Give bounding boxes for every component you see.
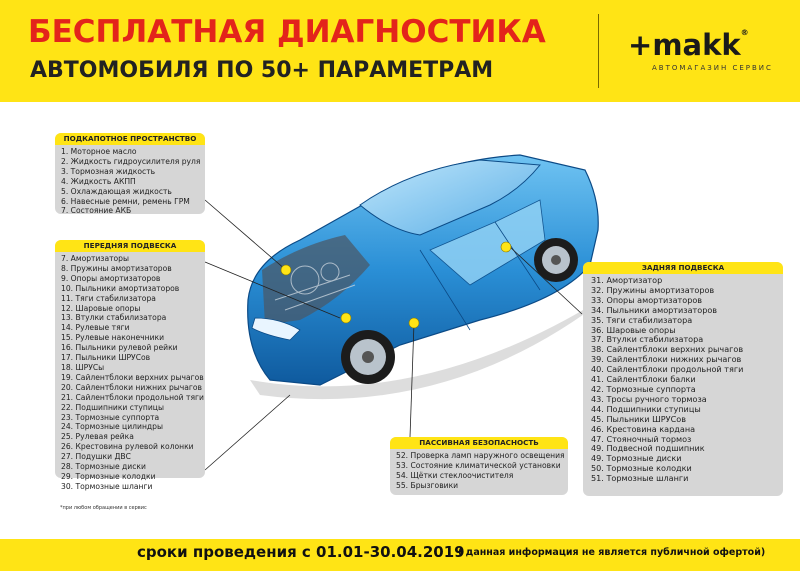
list-item: 2. Жидкость гидроусилителя руля (61, 156, 201, 166)
panel-rear-list (583, 276, 783, 484)
list-item: 7. Состояние АКБ (61, 206, 132, 216)
list-item: 53. Состояние климатической установки (396, 460, 561, 470)
list-item: 45. Пыльники ШРУСов (591, 413, 686, 424)
panel-front-suspension (55, 240, 205, 491)
list-item: 37. Втулки стабилизатора (591, 334, 704, 345)
list-item: 55. Брызговики (396, 480, 459, 490)
list-item: 38. Сайлентблоки верхних рычагов (591, 344, 744, 355)
list-item: 6. Навесные ремни, ремень ГРМ (61, 196, 190, 206)
list-item: 41. Сайлентблоки балки (591, 374, 696, 385)
panel-underhood (55, 133, 205, 214)
marker-rear (501, 242, 511, 252)
list-item: 14. Рулевые тяги (61, 323, 130, 333)
list-item: 49. Тормозные диски (591, 453, 682, 464)
list-item: 13. Втулки стабилизатора (61, 313, 167, 323)
list-item: 32. Пружины амортизаторов (591, 284, 715, 295)
list-item: 44. Подшипники ступицы (591, 403, 701, 414)
list-item: 3. Тормозная жидкость (61, 166, 156, 176)
list-item: 40. Сайлентблоки продольной тяги (591, 364, 744, 375)
list-item: 5. Охлаждающая жидкость (61, 186, 172, 196)
list-item: 24. Тормозные цилиндры (61, 422, 163, 432)
list-item: 54. Щётки стеклоочистителя (396, 470, 514, 480)
list-item: 11. Тяги стабилизатора (61, 293, 156, 303)
car-shape (248, 155, 610, 399)
list-item: 15. Рулевые наконечники (61, 333, 165, 343)
list-item: 20. Сайлентблоки нижних рычагов (61, 382, 203, 392)
list-item: 34. Пыльники амортизаторов (591, 304, 718, 315)
list-item: 21. Сайлентблоки продольной тяги (61, 392, 204, 402)
list-item: 46. Крестовина кардана (591, 423, 696, 434)
subtitle: АВТОМОБИЛЯ ПО 50+ ПАРАМЕТРАМ (30, 58, 494, 83)
panel-underhood-title: ПОДКАПОТНОЕ ПРОСТРАНСТВО (55, 133, 205, 145)
list-item: 30. Тормозные шланги (61, 481, 153, 491)
list-item: 43. Тросы ручного тормоза (591, 393, 707, 404)
list-item: 8. Пружины амортизаторов (61, 263, 172, 273)
list-item: 31. Амортизатор (591, 275, 663, 285)
main-title: БЕСПЛАТНАЯ ДИАГНОСТИКА (28, 14, 546, 50)
list-item: 52. Проверка ламп наружного освещения (396, 451, 565, 460)
panel-front-title: ПЕРЕДНЯЯ ПОДВЕСКА (55, 240, 205, 252)
marker-safety (409, 318, 419, 328)
list-item: 27. Подушки ДВС (61, 452, 131, 462)
marker-front (341, 313, 351, 323)
panel-rear-title: ЗАДНЯЯ ПОДВЕСКА (583, 262, 783, 274)
panel-passive-safety (390, 437, 568, 495)
list-item: 19. Сайлентблоки верхних рычагов (61, 372, 204, 382)
list-item: 28. Тормозные диски (61, 462, 146, 472)
list-item: 49. Подвесной подшипник (591, 443, 705, 454)
list-item: 35. Тяги стабилизатора (591, 314, 693, 325)
list-item: 23. Тормозные суппорта (61, 412, 160, 422)
plus-icon: + (628, 28, 653, 62)
list-item: 50. Тормозные колодки (591, 463, 692, 474)
front-wheel (341, 330, 395, 384)
list-item: 10. Пыльники амортизаторов (61, 283, 180, 293)
list-item: 17. Пыльники ШРУСов (61, 353, 151, 363)
list-item: 7. Амортизаторы (61, 254, 129, 263)
list-item: 47. Стояночный тормоз (591, 433, 692, 444)
panel-safety-list (390, 451, 568, 491)
list-item: 29. Тормозные колодки (61, 471, 156, 481)
panel-front-list (55, 254, 205, 492)
logo-text: makk (652, 28, 741, 62)
list-item: 16. Пыльники рулевой рейки (61, 343, 178, 353)
list-item: 4. Жидкость АКПП (61, 176, 136, 186)
footnote: *при любом обращении в сервис (60, 505, 147, 511)
panel-safety-title: ПАССИВНАЯ БЕЗОПАСНОСТЬ (390, 437, 568, 449)
registered-icon: ® (740, 28, 749, 37)
list-item: 36. Шаровые опоры (591, 324, 676, 335)
list-item: 9. Опоры амортизаторов (61, 273, 161, 283)
list-item: 39. Сайлентблоки нижних рычагов (591, 354, 742, 365)
panel-rear-suspension (583, 262, 783, 496)
list-item: 18. ШРУСы (61, 362, 105, 372)
offer-disclaimer: ( данная информация не является публичной офертой) (458, 547, 766, 558)
list-item: 42. Тормозные суппорта (591, 383, 696, 394)
panel-underhood-list (55, 147, 205, 216)
marker-underhood (281, 265, 291, 275)
list-item: 12. Шаровые опоры (61, 303, 141, 313)
list-item: 22. Подшипники ступицы (61, 402, 164, 412)
list-item: 1. Моторное масло (61, 147, 137, 156)
list-item: 33. Опоры амортизаторов (591, 294, 703, 305)
promo-dates: сроки проведения с 01.01-30.04.2019 (137, 543, 465, 561)
logo-subtitle: АВТОМАГАЗИН СЕРВИС (652, 64, 773, 72)
list-item: 51. Тормозные шланги (591, 473, 689, 484)
list-item: 25. Рулевая рейка (61, 432, 134, 442)
list-item: 26. Крестовина рулевой колонки (61, 442, 194, 452)
